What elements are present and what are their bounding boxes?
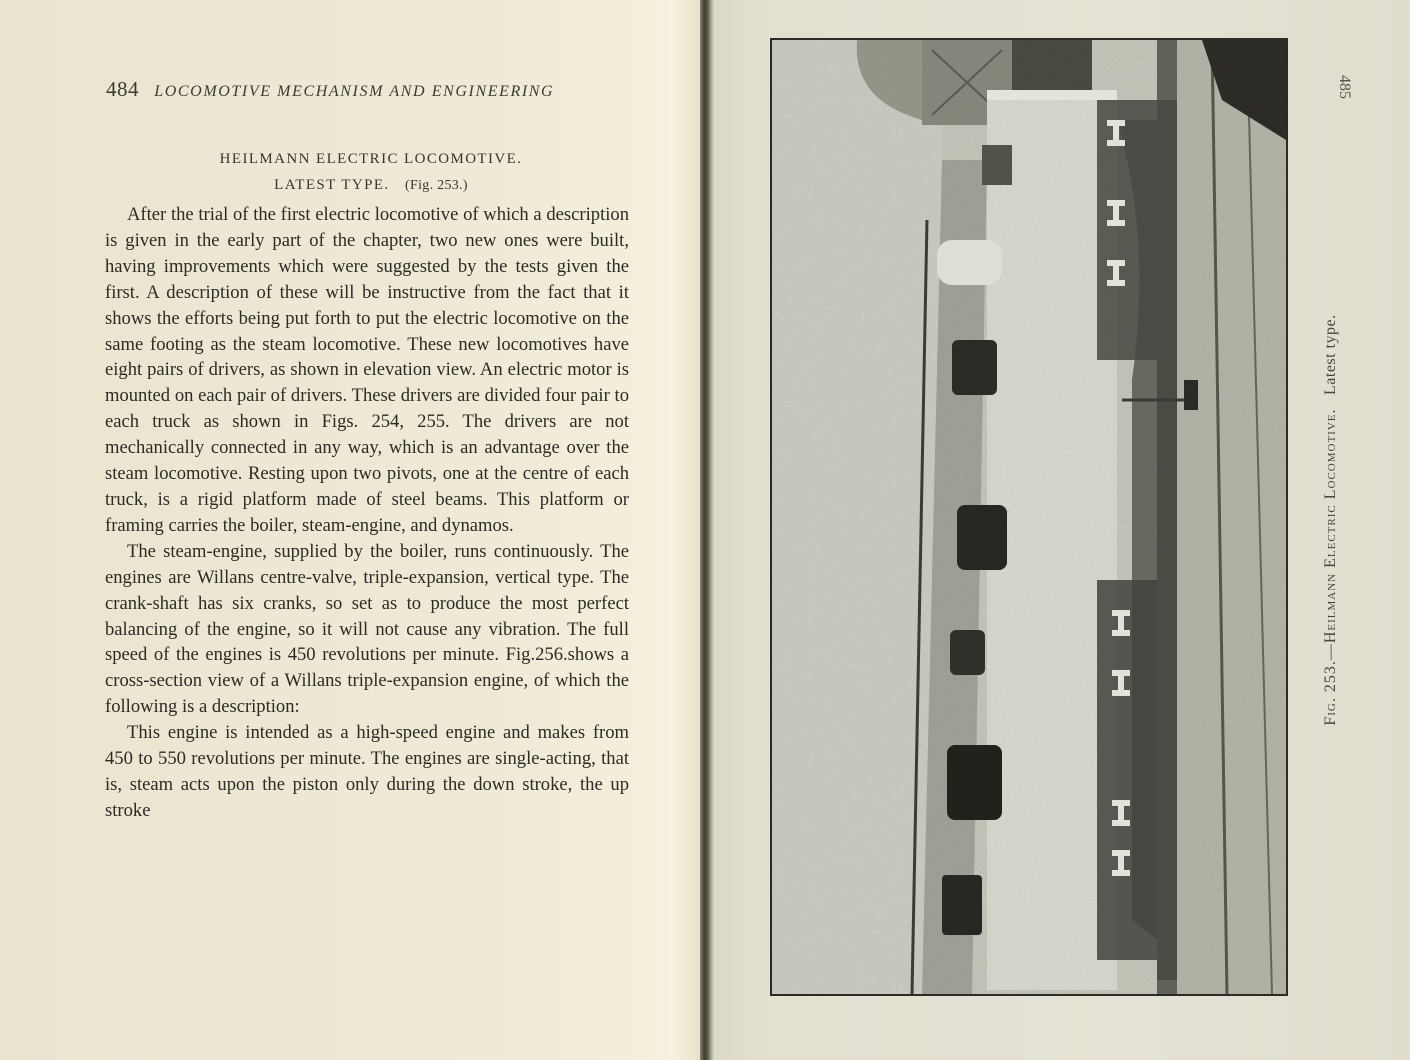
left-page (0, 0, 700, 1060)
paragraph-2: The steam-engine, supplied by the boiler, runs continuously. The engines are Willans centre-valve, triple-expansion, vertical type. The crank-shaft has six cranks, so set as to produce the most perfect balancing of the engine, so it will not cause any vibration. The full speed of the engines is 450 revolutions per minute. Fig.256.shows a cross-section view of a Willans triple-expansion engine, of which the following is a description: (105, 540, 629, 718)
caption-subtitle: Latest type. (1322, 314, 1339, 395)
body-text (105, 202, 629, 824)
paragraph-3: This engine is intended as a high-speed engine and makes from 450 to 550 revolutions per minute. The engines are single-acting, that is, steam acts upon the piston only during the down stroke, the up stroke (105, 722, 629, 821)
page-number-right: 485 (1336, 75, 1353, 99)
section-title-type: LATEST TYPE. (274, 177, 390, 193)
running-head-title: LOCOMOTIVE MECHANISM AND ENGINEERING (154, 83, 555, 100)
section-title-line1: HEILMANN ELECTRIC LOCOMOTIVE. (219, 151, 523, 167)
section-title-line2 (106, 172, 636, 199)
locomotive-photo (772, 40, 1286, 994)
figure-caption (1322, 260, 1346, 780)
section-title-fig-ref: (Fig. 253.) (405, 178, 468, 193)
locomotive-photo-plate (770, 38, 1288, 996)
book-gutter (700, 0, 714, 1060)
paragraph-1: After the trial of the first electric locomotive of which a description is given in the early part of the chapter, two new ones were built, having improvements which were suggested by the tests given the first. A description of these will be instructive from the fact that it shows the efforts being put forth to put the electric locomotive on the same footing as the steam locomotive. These new locomotives have eight pairs of drivers, as shown in elevation view. An electric motor is mounted on each pair of drivers. These drivers are divided four pair to each truck as shown in Figs. 254, 255. The drivers are not mechanically connected in any way, which is an advantage over the steam locomotive. Resting upon two pivots, one at the centre of each truck, is a rigid platform made of steel beams. This platform or framing carries the boiler, steam-engine, and dynamos. (105, 204, 629, 536)
page-number-left: 484 (106, 77, 139, 101)
caption-title: —Heilmann Electric Locomotive. (1322, 408, 1339, 661)
running-head (106, 77, 636, 102)
section-title (106, 146, 636, 199)
caption-fig-number: Fig. 253. (1322, 660, 1339, 726)
